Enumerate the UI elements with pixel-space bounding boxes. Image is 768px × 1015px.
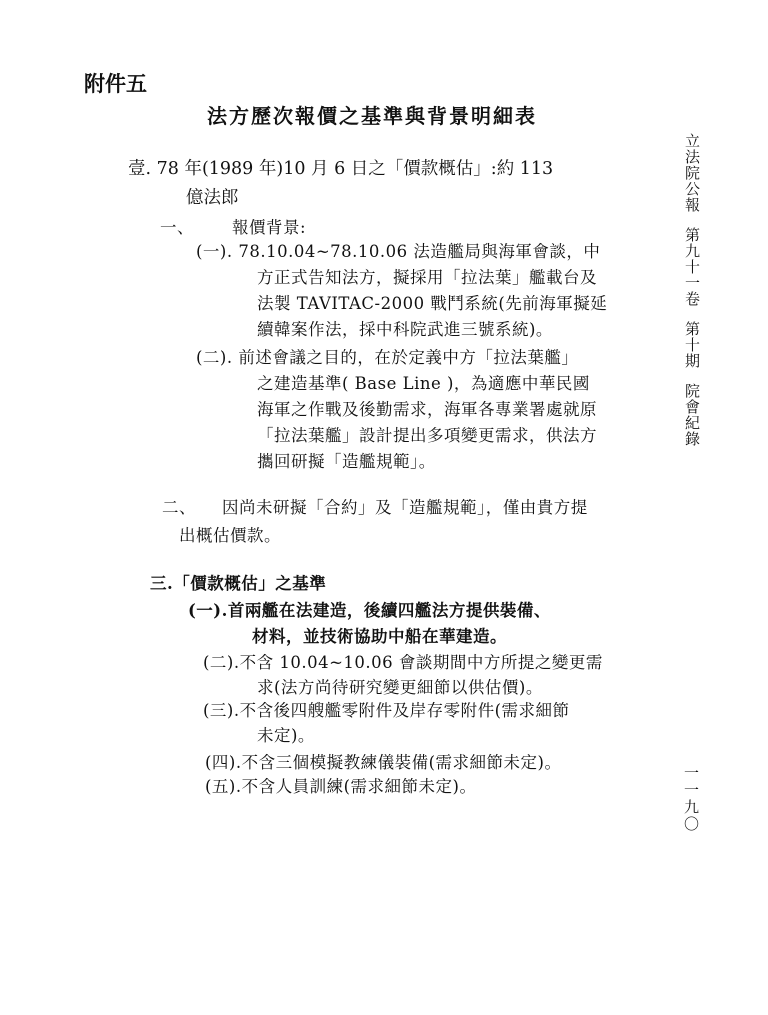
gazette-side-note (684, 133, 699, 447)
side-note-part: 院會紀錄 (683, 383, 701, 447)
item-1-title: 報價背景: (232, 218, 307, 237)
sub-item-1-line: 方正式告知法方，擬採用「拉法葉」艦載台及 (257, 268, 597, 287)
sub-item-1-line: 續韓案作法，採中科院武進三號系統)。 (257, 320, 553, 339)
section-3-item-line: 未定)。 (257, 726, 315, 745)
sub-item-2-line: 之建造基準( Base Line )，為適應中華民國 (257, 374, 590, 393)
section-1-heading-cont: 億法郎 (186, 188, 239, 208)
section-3-item-line: (三).不含後四艘艦零附件及岸存零附件(需求細節 (203, 701, 570, 720)
page-number: 一一九〇 (682, 765, 700, 833)
sub-item-1-line: 法製 TAVITAC-2000 戰鬥系統(先前海軍擬延 (257, 294, 608, 313)
page-title: 法方歷次報價之基準與背景明細表 (207, 104, 537, 128)
section-3-item-line: (四).不含三個模擬教練儀裝備(需求細節未定)。 (205, 753, 562, 772)
sub-item-2-line: 「拉法葉艦」設計提出多項變更需求，供法方 (257, 426, 597, 445)
item-2-line: 出概估價款。 (179, 526, 281, 545)
section-3-item-line: 求(法方尚待研究變更細節以供估價)。 (257, 678, 543, 697)
section-3-item-line: (二).不含 10.04~10.06 會談期間中方所提之變更需 (203, 653, 603, 672)
sub-item-1-line: (一). 78.10.04~78.10.06 法造艦局與海軍會談，中 (196, 242, 601, 261)
side-note-part: 立法院公報 (683, 133, 701, 213)
side-note-part: 第十期 (683, 321, 701, 369)
section-3-item-line: (一).首兩艦在法建造，後續四艦法方提供裝備、 (188, 601, 551, 620)
side-note-part: 第九十一卷 (683, 227, 701, 307)
item-1-label: 一、 (160, 218, 194, 237)
sub-item-2-line: 海軍之作戰及後勤需求，海軍各專業署處就原 (257, 400, 597, 419)
section-3-item-line: 材料，並技術協助中船在華建造。 (252, 627, 507, 646)
section-3-heading: 三.「價款概估」之基準 (150, 574, 327, 593)
item-2-label: 二、 (162, 498, 196, 517)
section-3-item-line: (五).不含人員訓練(需求細節未定)。 (205, 777, 477, 796)
attachment-label: 附件五 (84, 72, 147, 96)
section-1-heading: 壹. 78 年(1989 年)10 月 6 日之「價款概估」:約 113 (128, 159, 554, 179)
sub-item-2-line: (二). 前述會議之目的，在於定義中方「拉法葉艦」 (196, 348, 579, 367)
sub-item-2-line: 攜回研擬「造艦規範」。 (257, 452, 436, 471)
item-2-line: 因尚未研擬「合約」及「造艦規範」，僅由貴方提 (222, 498, 588, 517)
